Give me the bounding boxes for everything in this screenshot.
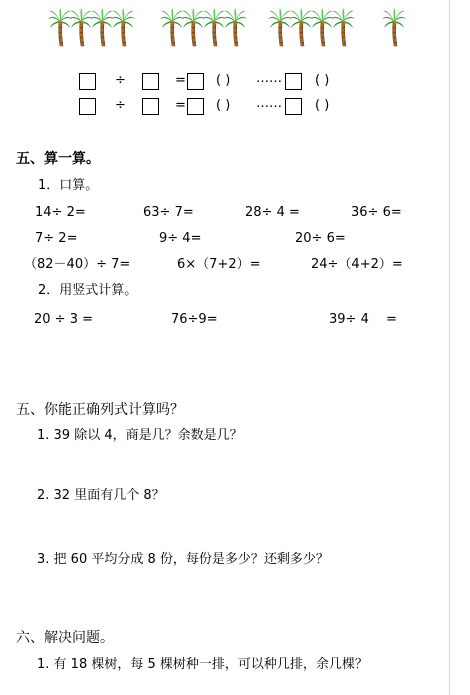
answer-box[interactable] (187, 73, 204, 90)
section-title: 五、算一算。 (16, 151, 100, 167)
oral-problem: 7÷ 2= (35, 231, 78, 246)
answer-box[interactable] (285, 98, 302, 115)
palm-tree-icon (331, 8, 355, 52)
oral-problem: 6×（7+2）= (177, 257, 261, 272)
answer-box[interactable] (187, 98, 204, 115)
palm-tree-icon (223, 8, 247, 52)
oral-problem: 20÷ 6= (295, 231, 346, 246)
vertical-problem: 39÷ 4 (329, 312, 369, 327)
answer-box[interactable] (285, 73, 302, 90)
equals-sign: = (175, 98, 186, 113)
word-problem: 3. 把 60 平均分成 8 份，每份是多少？还剩多少？ (37, 552, 329, 567)
vertical-problem: 76÷9= (171, 312, 218, 327)
answer-box[interactable] (79, 73, 96, 90)
divide-sign: ÷ (115, 98, 126, 113)
section-title: 六、解决问题。 (16, 630, 114, 646)
question-label: 1．口算。 (38, 178, 99, 193)
section-title: 五、你能正确列式计算吗？ (16, 402, 184, 418)
oral-problem: 36÷ 6= (351, 205, 402, 220)
question-label: 2．用竖式计算。 (38, 283, 138, 298)
word-problem: 1. 有 18 棵树，每 5 棵树种一排，可以种几排，余几棵？ (37, 657, 368, 672)
ellipsis-dots: …… (256, 71, 282, 86)
paren-blank: ( ) (216, 98, 231, 113)
oral-problem: 9÷ 4= (159, 231, 202, 246)
word-problem: 1. 39 除以 4，商是几？余数是几？ (37, 428, 243, 443)
oral-problem: 14÷ 2= (35, 205, 86, 220)
answer-box[interactable] (79, 98, 96, 115)
page-edge-line (449, 0, 450, 695)
answer-box[interactable] (142, 98, 159, 115)
oral-problem: 24÷（4+2）= (311, 257, 403, 272)
divide-sign: ÷ (115, 73, 126, 88)
vertical-problem: = (386, 312, 397, 327)
oral-problem: 63÷ 7= (143, 205, 194, 220)
ellipsis-dots: …… (256, 96, 282, 111)
palm-tree-icon (382, 8, 406, 52)
oral-problem: （82－40）÷ 7= (24, 257, 131, 272)
equals-sign: = (175, 73, 186, 88)
paren-blank: ( ) (216, 73, 231, 88)
paren-blank: ( ) (315, 73, 330, 88)
paren-blank: ( ) (315, 98, 330, 113)
vertical-problem: 20 ÷ 3 = (34, 312, 93, 327)
oral-problem: 28÷ 4 = (245, 205, 300, 220)
answer-box[interactable] (142, 73, 159, 90)
palm-tree-icon (111, 8, 135, 52)
word-problem: 2. 32 里面有几个 8？ (37, 488, 165, 503)
